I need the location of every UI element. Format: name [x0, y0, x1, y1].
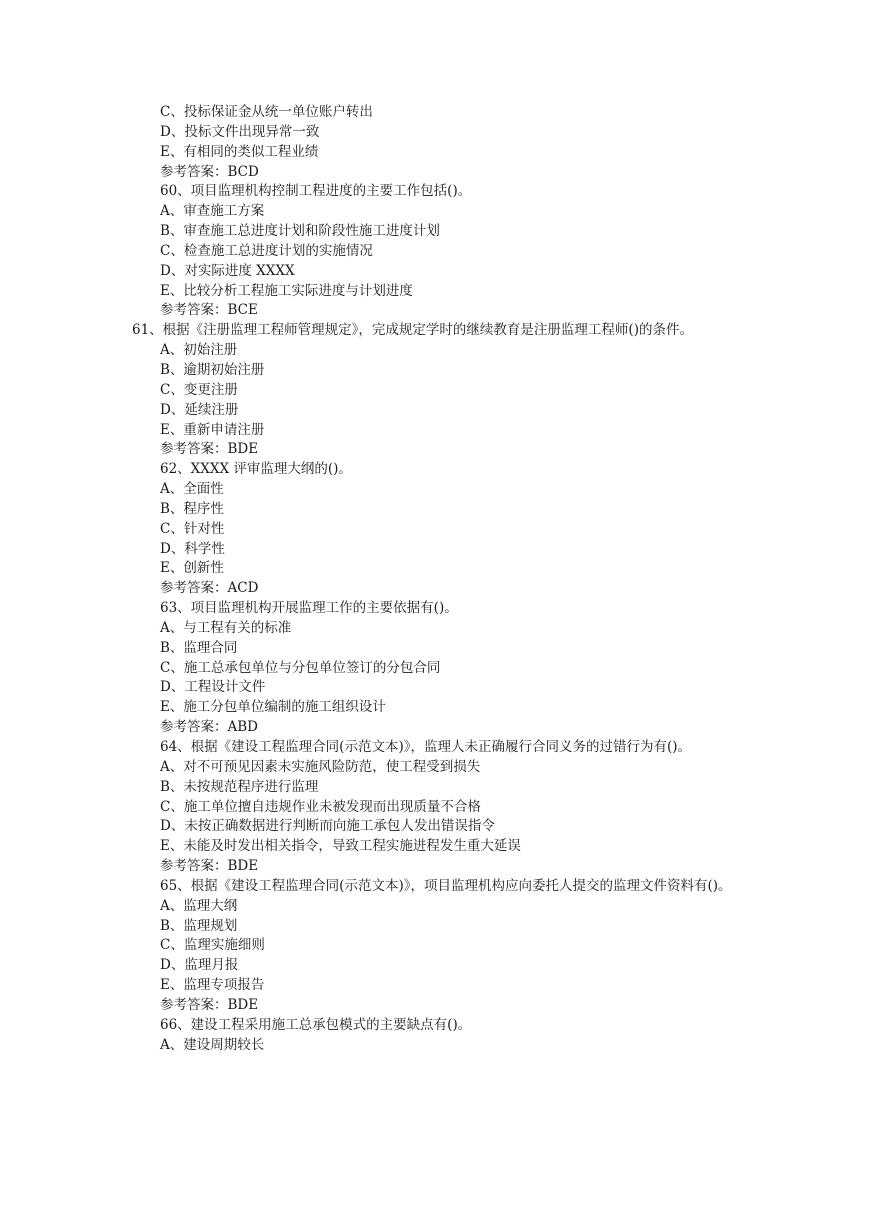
text-line: A、建设周期较长: [160, 1036, 265, 1053]
text-line: E、施工分包单位编制的施工组织设计: [160, 699, 386, 716]
text-line: C、变更注册: [160, 381, 238, 398]
text-line: 参考答案：BDE: [160, 441, 259, 458]
text-line: A、全面性: [160, 481, 224, 498]
text-line: A、对不可预见因素未实施风险防范，使工程受到损失: [160, 758, 481, 775]
text-line: E、监理专项报告: [160, 977, 265, 994]
text-line: B、监理合同: [160, 639, 238, 656]
text-line: B、程序性: [160, 500, 224, 517]
text-line: B、未按规范程序进行监理: [160, 778, 319, 795]
text-line: 65、根据《建设工程监理合同(示范文本)》，项目监理机构应向委托人提交的监理文件资料有()。: [160, 877, 732, 894]
text-line: C、针对性: [160, 520, 225, 537]
text-line: 62、XXXX 评审监理大纲的()。: [160, 461, 352, 478]
text-line: C、监理实施细则: [160, 937, 265, 954]
text-line: B、监理规划: [160, 917, 238, 934]
text-line: D、未按正确数据进行判断而向施工承包人发出错误指令: [160, 818, 495, 835]
text-line: A、监理大纲: [160, 897, 238, 914]
text-line: E、比较分析工程施工实际进度与计划进度: [160, 282, 413, 299]
text-line: D、工程设计文件: [160, 679, 266, 696]
text-line: A、与工程有关的标准: [160, 619, 292, 636]
text-line: 66、建设工程采用施工总承包模式的主要缺点有()。: [160, 1016, 472, 1033]
text-line: D、对实际进度 XXXX: [160, 262, 295, 279]
text-line: 61、根据《注册监理工程师管理规定》，完成规定学时的继续教育是注册监理工程师()的条件。: [132, 322, 693, 339]
text-line: B、逾期初始注册: [160, 361, 265, 378]
text-line: 参考答案：BDE: [160, 858, 259, 875]
text-line: 参考答案：BDE: [160, 996, 259, 1013]
text-line: C、施工总承包单位与分包单位签订的分包合同: [160, 659, 441, 676]
text-line: 64、根据《建设工程监理合同(示范文本)》，监理人未正确履行合同义务的过错行为有()。: [160, 739, 691, 755]
text-line: 60、项目监理机构控制工程进度的主要工作包括()。: [160, 183, 472, 200]
text-line: A、初始注册: [160, 342, 238, 359]
text-line: C、投标保证金从统一单位账户转出: [160, 104, 373, 120]
text-line: E、有相同的类似工程业绩: [160, 143, 319, 160]
text-line: 参考答案：ACD: [160, 580, 259, 597]
text-line: D、投标文件出现异常一致: [160, 123, 320, 140]
text-line: C、施工单位擅自违规作业未被发现而出现质量不合格: [160, 798, 481, 815]
text-line: 参考答案：BCD: [160, 163, 259, 180]
document-body: [0, 103, 869, 1056]
text-line: 63、项目监理机构开展监理工作的主要依据有()。: [160, 600, 458, 617]
text-line: E、创新性: [160, 560, 224, 577]
text-line: 参考答案：ABD: [160, 719, 258, 736]
text-line: E、未能及时发出相关指令，导致工程实施进程发生重大延误: [160, 838, 521, 855]
text-line: D、延续注册: [160, 401, 239, 418]
text-line: D、监理月报: [160, 957, 239, 974]
text-line: D、科学性: [160, 540, 225, 557]
text-line: C、检查施工总进度计划的实施情况: [160, 242, 373, 259]
text-line: B、审查施工总进度计划和阶段性施工进度计划: [160, 223, 440, 240]
text-line: 参考答案：BCE: [160, 302, 258, 319]
text-line: A、审查施工方案: [160, 203, 265, 220]
text-line: E、重新申请注册: [160, 421, 265, 438]
